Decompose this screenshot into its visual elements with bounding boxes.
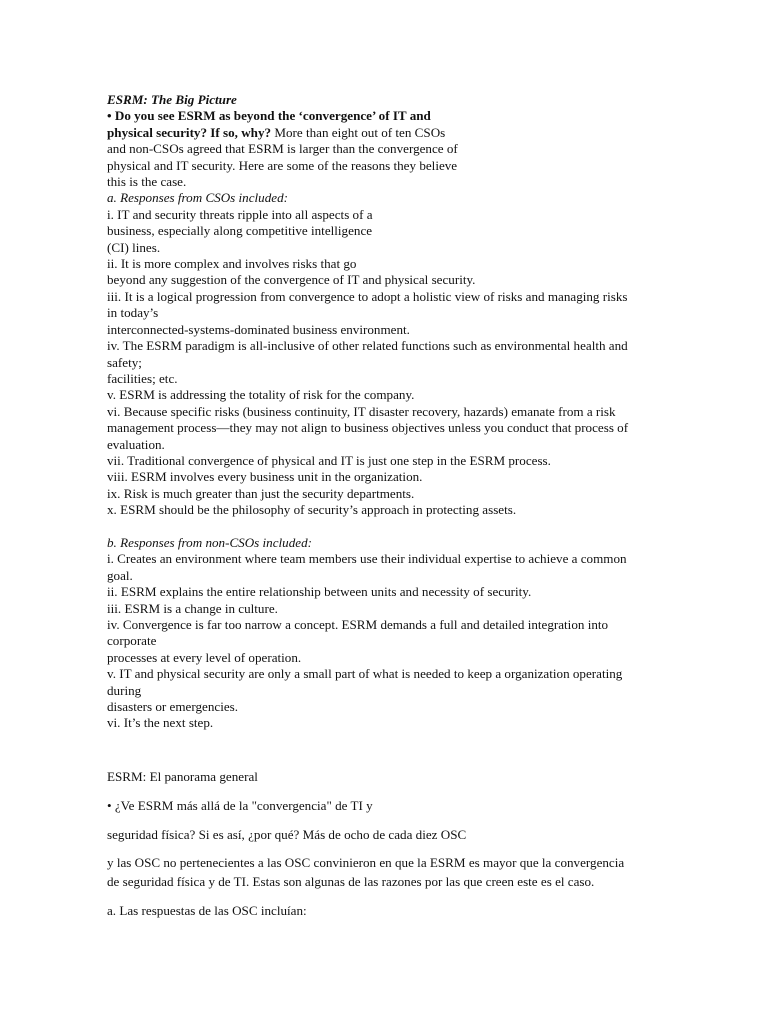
noncso-response-line: vi. It’s the next step. (107, 715, 214, 731)
cso-response-line: business, especially along competitive intelligence (107, 223, 373, 239)
noncso-response-line: v. IT and physical security are only a small part of what is needed to keep a organization operating (107, 666, 623, 682)
english-section (107, 92, 667, 732)
blank-line (107, 519, 667, 535)
noncso-response-line: ii. ESRM explains the entire relationship between units and necessity of security. (107, 584, 532, 600)
cso-response-line: management process—they may not align to business objectives unless you conduct that process of (107, 420, 629, 436)
cso-responses-heading: a. Responses from CSOs included: (107, 190, 288, 206)
cso-response-line: vii. Traditional convergence of physical and IT is just one step in the ESRM process. (107, 452, 551, 468)
question-line-1: • Do you see ESRM as beyond the ‘convergence’ of IT and (107, 108, 431, 124)
cso-response-line: vi. Because specific risks (business continuity, IT disaster recovery, hazards) emanate from a risk (107, 403, 616, 419)
noncso-response-line: iv. Convergence is far too narrow a concept. ESRM demands a full and detailed integration into (107, 616, 609, 632)
spanish-question: • ¿Ve ESRM más allá de la "convergencia" de TI y (107, 798, 373, 813)
noncso-response-line: goal. (107, 567, 133, 583)
intro-line-5: this is the case. (107, 174, 187, 190)
cso-response-line: iv. The ESRM paradigm is all-inclusive of other related functions such as environmental health and (107, 338, 628, 354)
noncso-response-line: i. Creates an environment where team members use their individual expertise to achieve a common (107, 551, 627, 567)
noncso-response-line: processes at every level of operation. (107, 649, 302, 665)
cso-response-line: in today’s (107, 305, 159, 321)
noncso-responses-heading: b. Responses from non-CSOs included: (107, 534, 312, 550)
noncso-response-line: iii. ESRM is a change in culture. (107, 600, 278, 616)
intro-line-3: and non-CSOs agreed that ESRM is larger than the convergence of (107, 141, 458, 157)
spanish-paragraph-line: de seguridad física y de TI. Estas son algunas de las razones por las que creen este es el caso. (107, 874, 595, 889)
noncso-response-line: corporate (107, 633, 157, 649)
cso-response-line: (CI) lines. (107, 239, 161, 255)
cso-response-line: ii. It is more complex and involves risks that go (107, 256, 357, 272)
intro-line-4: physical and IT security. Here are some of the reasons they believe (107, 157, 458, 173)
cso-response-line: x. ESRM should be the philosophy of security’s approach in protecting assets. (107, 502, 517, 518)
question-bold-text: physical security? If so, why? (107, 124, 272, 140)
cso-response-line: safety; (107, 354, 142, 370)
spanish-paragraph-line: y las OSC no pertenecientes a las OSC convinieron en que la ESRM es mayor que la convergencia (107, 855, 625, 870)
cso-response-line: iii. It is a logical progression from convergence to adopt a holistic view of risks and managing risks (107, 288, 628, 304)
cso-response-line: i. IT and security threats ripple into all aspects of a (107, 206, 373, 222)
spanish-title: ESRM: El panorama general (107, 769, 258, 784)
noncso-response-line: disasters or emergencies. (107, 699, 239, 715)
cso-response-line: beyond any suggestion of the convergence of IT and physical security. (107, 272, 476, 288)
cso-response-line: evaluation. (107, 436, 165, 452)
cso-response-line: viii. ESRM involves every business unit in the organization. (107, 469, 423, 485)
spanish-responses-heading: a. Las respuestas de las OSC incluían: (107, 903, 307, 918)
cso-response-line: v. ESRM is addressing the totality of risk for the company. (107, 387, 415, 403)
document-title: ESRM: The Big Picture (107, 92, 237, 107)
intro-text: More than eight out of ten CSOs (271, 124, 446, 140)
noncso-response-line: during (107, 682, 142, 698)
cso-response-line: facilities; etc. (107, 370, 178, 386)
spanish-paragraph-line: seguridad física? Si es así, ¿por qué? Más de ocho de cada diez OSC (107, 827, 467, 842)
cso-response-line: ix. Risk is much greater than just the security departments. (107, 485, 415, 501)
cso-response-line: interconnected-systems-dominated business environment. (107, 321, 410, 337)
question-line-2 (107, 125, 667, 141)
